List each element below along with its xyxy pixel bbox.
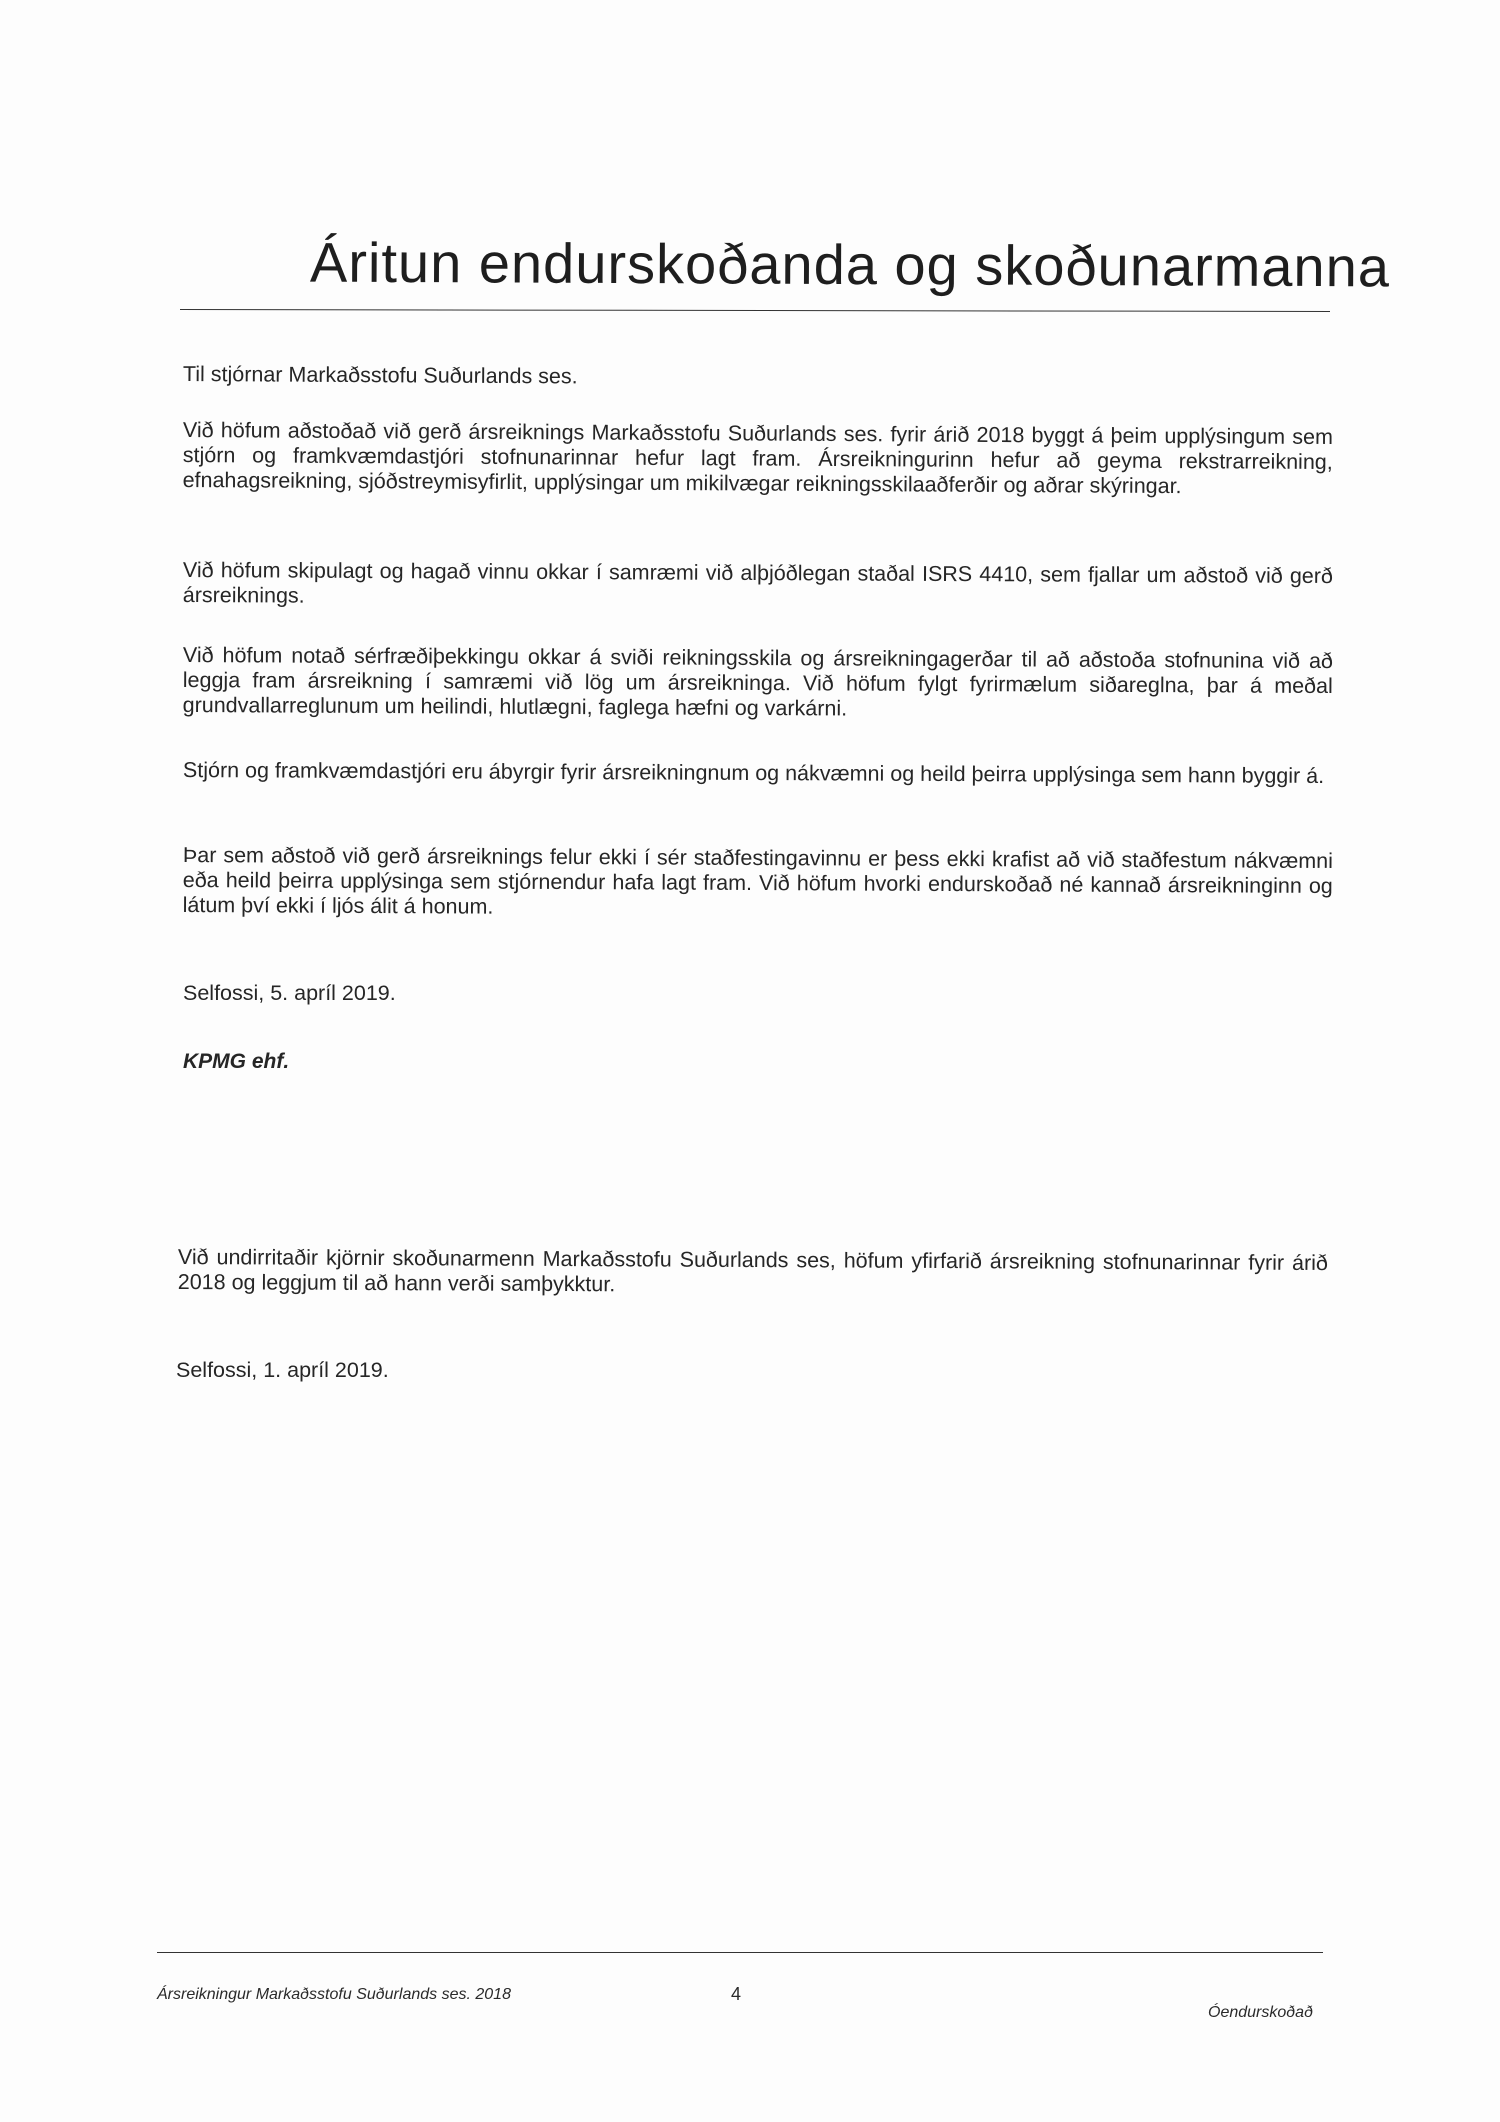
paragraph-no-opinion [183,843,1333,924]
inspectors-date-block [176,1358,1326,1383]
paragraph-standard [183,558,1333,614]
page-title: Áritun endurskoðanda og skoðunarmanna [309,230,1391,299]
inspectors-place-date: Selfossi, 1. apríl 2019. [176,1358,389,1382]
footer-audit-status: Óendurskoðað [1208,2004,1313,2021]
salutation: Til stjórnar Markaðsstofu Suðurlands ses. [182,362,578,389]
paragraph-1: Við höfum aðstoðað við gerð ársreiknings Markaðsstofu Suðurlands ses. fyrir árið 2018 byggt á þeim upplýsingum sem stjórn og framkvæmdastjóri stofnunarinnar hefur lagt fram. Ársreikningurinn hefur að geyma rekstrarreikning, efnahagsreikning, sjóðstreymisyfirlit, upplýsingar um mikilvægar reikningsskilaaðferðir og aðrar skýringar. [182,418,1333,499]
footer-divider [157,1952,1323,1953]
paragraph-responsibility [183,758,1333,789]
auditor-signature: KPMG ehf. [183,1050,290,1073]
paragraph-4: Stjórn og framkvæmdastjóri eru ábyrgir fyrir ársreikningnum og nákvæmni og heild þeirra upplýsinga sem hann byggir á. [182,758,1325,788]
salutation-block [183,362,1333,394]
paragraph-5: Þar sem aðstoð við gerð ársreiknings felur ekki í sér staðfestingavinnu er þess ekki krafist að við staðfestum nákvæmni eða heild þeirra upplýsinga sem stjórnendur hafa lagt fram. Við höfum hvorki endurskoðað né kannað ársreikninginn og látum því ekki í ljós álit á honum. [182,843,1333,919]
paragraph-expertise [183,643,1333,724]
inspectors-block [178,1245,1328,1301]
auditor-signature-block [183,1049,1333,1074]
inspectors-statement: Við undirritaðir kjörnir skoðunarmenn Markaðsstofu Suðurlands ses, höfum yfirfarið ársreikning stofnunarinnar fyrir árið 2018 og leggjum til að hann verði samþykktur. [177,1245,1328,1297]
auditor-date-block [183,981,1333,1006]
title-divider [180,309,1330,312]
paragraph-3: Við höfum notað sérfræðiþekkingu okkar á sviði reikningsskila og ársreikningagerðar til að aðstoða stofnunina við að leggja fram ársreikning í samræmi við lög um ársreikninga. Við höfum fylgt fyrirmælum siðareglna, þar á meðal grundvallarreglunum um heilindi, hlutlægni, faglega hæfni og varkárni. [182,643,1333,721]
paragraph-assistance [183,418,1333,500]
auditor-place-date: Selfossi, 5. apríl 2019. [183,981,396,1005]
paragraph-2: Við höfum skipulagt og hagað vinnu okkar í samræmi við alþjóðlegan staðal ISRS 4410, sem fjallar um aðstoð við gerð ársreiknings. [182,558,1333,608]
page-number: 4 [731,1984,742,2004]
footer-document-title: Ársreikningur Markaðsstofu Suðurlands ses. 2018 [157,1986,511,2003]
